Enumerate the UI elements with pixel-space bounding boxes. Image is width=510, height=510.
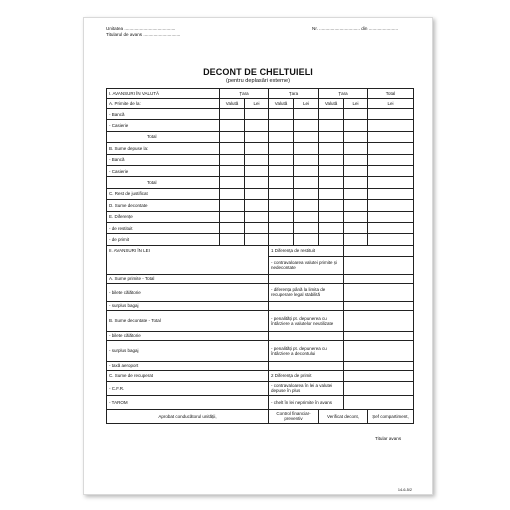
amount-cell[interactable] [294,131,319,142]
currency-header-row [107,89,414,99]
amount-cell[interactable] [220,211,245,222]
amount-cell[interactable] [220,188,245,199]
amount-cell[interactable] [319,131,344,142]
amount-cell[interactable] [220,109,245,120]
amount-cell[interactable] [269,154,294,165]
currency-row [107,154,414,165]
unit-field: Unitatea ........................................ [106,26,176,31]
lei-difference-label: - penalități pt. depunerea cu întârziere a decontului [269,340,344,361]
lei-subheader: Lei [294,99,319,109]
currency-row [107,200,414,211]
amount-cell[interactable] [319,143,344,154]
amount-cell[interactable] [344,188,368,199]
form-sheet [83,17,433,495]
amount-cell[interactable] [368,165,414,176]
row-label: - Casierie [107,165,220,176]
amount-cell[interactable] [319,188,344,199]
lei-difference-label [269,331,344,340]
amount-cell[interactable] [245,154,269,165]
amount-cell[interactable] [344,256,414,274]
lei-row [107,283,414,301]
row-label: B. Sume depuse la: [107,143,220,154]
amount-cell[interactable] [220,165,245,176]
lei-difference-label: - penalități pt. depunerea cu întârziere a valutelor neutilizate [269,310,344,331]
amount-cell[interactable] [368,222,414,233]
amount-cell[interactable] [269,165,294,176]
signature-approved: Aprobat conducătorul unității, [107,409,269,423]
amount-cell[interactable] [344,331,414,340]
currency-subheader: Valută [220,99,245,109]
amount-cell[interactable] [344,131,368,142]
lei-row [107,301,414,310]
currency-advances-section [107,89,414,246]
lei-difference-label: - diferența până la limita de recuperare legal stabilită [269,283,344,301]
row-label: - Bancă [107,154,220,165]
amount-cell[interactable] [294,222,319,233]
row-label: - de restituit [107,222,220,233]
country-column-header: Țara [269,89,319,99]
amount-cell[interactable] [245,222,269,233]
amount-cell[interactable] [269,109,294,120]
amount-cell[interactable] [294,200,319,211]
amount-cell[interactable] [269,211,294,222]
signature-advance-holder: Titular avans [375,436,402,441]
amount-cell[interactable] [220,120,245,131]
amount-cell[interactable] [220,200,245,211]
amount-cell[interactable] [294,211,319,222]
amount-cell[interactable] [368,234,414,245]
amount-cell[interactable] [269,131,294,142]
lei-row [107,395,414,409]
currency-section-title: I. AVANSURI ÎN VALUTĂ [107,89,220,99]
lei-row-label: - bilete călătorie [107,283,269,301]
lei-difference-label: - contravaloarea valutei primite și nedecontate [269,256,344,274]
amount-cell[interactable] [344,245,414,256]
lei-row-label: - surplus bagaj [107,340,269,361]
amount-cell[interactable] [368,143,414,154]
amount-cell[interactable] [344,301,414,310]
signature-financial-control: Control financiar-preventiv [269,409,319,423]
amount-cell[interactable] [269,234,294,245]
lei-row-label: B. Sume decontate - Total [107,310,269,331]
amount-cell[interactable] [245,143,269,154]
amount-cell[interactable] [344,211,368,222]
amount-cell[interactable] [319,165,344,176]
currency-row [107,211,414,222]
country-column-header: Țara [220,89,269,99]
currency-row [107,109,414,120]
lei-subheader: Lei [245,99,269,109]
lei-row [107,381,414,395]
currency-row [107,165,414,176]
amount-cell[interactable] [344,177,368,188]
amount-cell[interactable] [344,222,368,233]
amount-cell[interactable] [344,381,414,395]
amount-cell[interactable] [294,165,319,176]
amount-cell[interactable] [294,177,319,188]
row-label: D. Sume decontate [107,200,220,211]
row-label: - Casierie [107,120,220,131]
signatures-section [107,409,414,423]
amount-cell[interactable] [245,109,269,120]
expense-table [106,88,414,424]
currency-row [107,234,414,245]
lei-row [107,361,414,370]
amount-cell[interactable] [344,109,368,120]
lei-subheader: Lei [344,99,368,109]
amount-cell[interactable] [245,165,269,176]
lei-advances-section [107,245,414,409]
row-label: C. Rest de justificat [107,188,220,199]
lei-row [107,310,414,331]
currency-row [107,143,414,154]
currency-subheader-row [107,99,414,109]
amount-cell[interactable] [368,120,414,131]
amount-cell[interactable] [294,120,319,131]
lei-difference-label: - contravaloarea în lei a valutei depuse în plus [269,381,344,395]
amount-cell[interactable] [245,234,269,245]
currency-subheader: Valută [319,99,344,109]
signature-row [107,409,414,423]
amount-cell[interactable] [319,200,344,211]
amount-cell[interactable] [294,188,319,199]
amount-cell[interactable] [245,188,269,199]
lei-row-label: - taxă aeroport [107,361,269,370]
amount-cell[interactable] [269,143,294,154]
amount-cell[interactable] [294,154,319,165]
signature-verified: Verificat decont, [319,409,368,423]
amount-cell[interactable] [344,234,368,245]
amount-cell[interactable] [319,234,344,245]
amount-cell[interactable] [220,222,245,233]
amount-cell[interactable] [319,177,344,188]
amount-cell[interactable] [368,154,414,165]
lei-row-label: - C.F.R. [107,381,269,395]
row-label: Total [107,177,220,188]
lei-row-label: C. Sume de recuperat [107,370,269,381]
amount-cell[interactable] [220,154,245,165]
lei-row-label: - surplus bagaj [107,301,269,310]
row-label: - Bancă [107,109,220,120]
amount-cell[interactable] [368,177,414,188]
amount-cell[interactable] [344,283,414,301]
signature-department-head: Șef compartiment, [368,409,414,423]
amount-cell[interactable] [344,310,414,331]
amount-cell[interactable] [220,234,245,245]
form-code: 14-6-5/2 [397,488,412,492]
amount-cell[interactable] [245,120,269,131]
lei-row [107,245,414,256]
amount-cell[interactable] [269,188,294,199]
amount-cell[interactable] [368,188,414,199]
amount-cell[interactable] [344,165,368,176]
amount-cell[interactable] [245,211,269,222]
amount-cell[interactable] [220,143,245,154]
lei-subheader: Lei [368,99,414,109]
number-date-field: Nr. ................................ din ....................... [312,26,399,31]
amount-cell[interactable] [344,370,414,381]
amount-cell[interactable] [368,211,414,222]
lei-row [107,370,414,381]
country-column-header: Țara [319,89,368,99]
currency-row [107,222,414,233]
lei-difference-label: - chelt în lei neprimite în avans [269,395,344,409]
amount-cell[interactable] [269,177,294,188]
amount-cell[interactable] [344,200,368,211]
row-label: E. Diferențe [107,211,220,222]
lei-difference-label: 2 Diferența de primit [269,370,344,381]
amount-cell[interactable] [344,120,368,131]
amount-cell[interactable] [368,200,414,211]
total-column-header: Total [368,89,414,99]
lei-difference-label [269,301,344,310]
amount-cell[interactable] [344,340,414,361]
amount-cell[interactable] [319,154,344,165]
amount-cell[interactable] [269,200,294,211]
amount-cell[interactable] [368,109,414,120]
row-label: Total [107,131,220,142]
amount-cell[interactable] [319,211,344,222]
amount-cell[interactable] [344,395,414,409]
amount-cell[interactable] [220,177,245,188]
amount-cell[interactable] [344,361,414,370]
amount-cell[interactable] [294,109,319,120]
lei-row [107,274,414,283]
amount-cell[interactable] [269,222,294,233]
amount-cell[interactable] [319,120,344,131]
lei-difference-label: 1 Diferența de restituit [269,245,344,256]
currency-row [107,177,414,188]
amount-cell[interactable] [269,120,294,131]
amount-cell[interactable] [319,109,344,120]
currency-subheader: Valută [269,99,294,109]
amount-cell[interactable] [319,222,344,233]
amount-cell[interactable] [344,274,414,283]
currency-row [107,188,414,199]
amount-cell[interactable] [245,177,269,188]
lei-section-title: II. AVANSURI ÎN LEI [107,245,269,274]
amount-cell[interactable] [368,131,414,142]
amount-cell[interactable] [245,200,269,211]
amount-cell[interactable] [344,143,368,154]
amount-cell[interactable] [220,131,245,142]
advance-holder-field: Titularul de avans ............................. [106,32,181,37]
lei-row [107,331,414,340]
currency-row [107,131,414,142]
form-subtitle: (pentru deplasări externe) [225,78,291,84]
amount-cell[interactable] [245,131,269,142]
form-title: DECONT DE CHELTUIELI [203,67,313,77]
lei-row [107,340,414,361]
lei-row-label: - TAROM [107,395,269,409]
lei-difference-label [269,361,344,370]
lei-row-label: - bilete călătorie [107,331,269,340]
row-label: - de primit [107,234,220,245]
lei-row-label: A. Sume primite - Total [107,274,269,283]
amount-cell[interactable] [294,234,319,245]
row-label: A. Primite de la: [107,99,220,109]
amount-cell[interactable] [344,154,368,165]
lei-difference-label [269,274,344,283]
amount-cell[interactable] [294,143,319,154]
currency-row [107,120,414,131]
